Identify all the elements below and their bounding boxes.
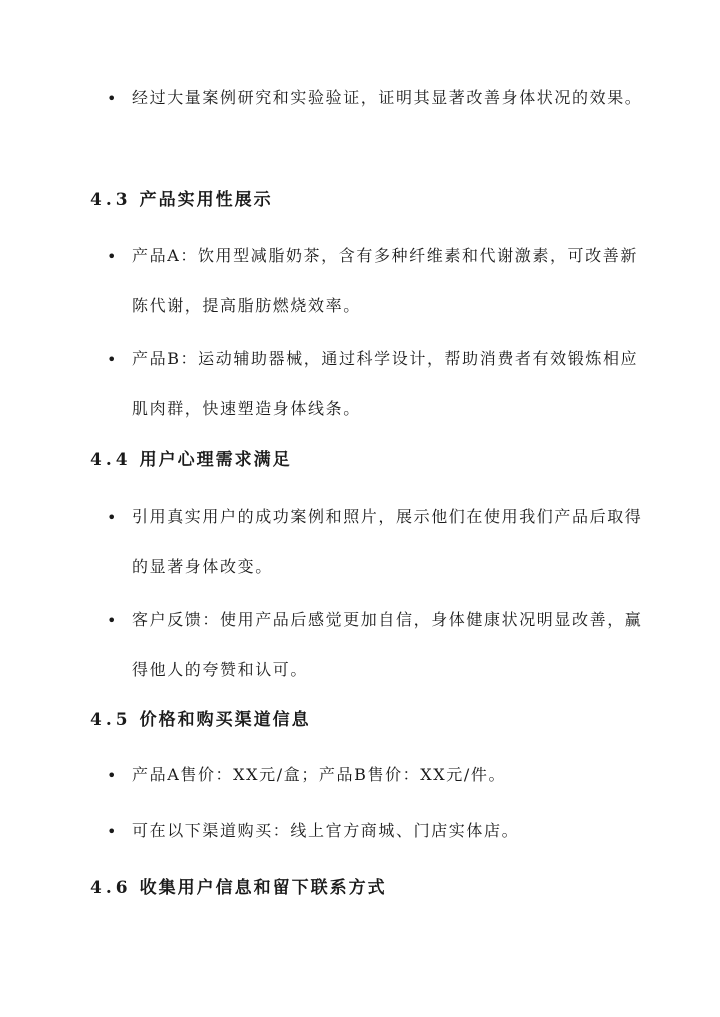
- section-number: 4.4: [90, 450, 132, 470]
- list-item-text: 产品A：饮用型减脂奶茶，含有多种纤维素和代谢激素，可改善新陈代谢，提高脂肪燃烧效率。: [132, 246, 638, 315]
- section-title: 产品实用性展示: [139, 190, 273, 210]
- section-title: 用户心理需求满足: [139, 450, 292, 470]
- list-item: [107, 231, 647, 331]
- list-item-text: 客户反馈：使用产品后感觉更加自信，身体健康状况明显改善，赢得他人的夸赞和认可。: [132, 610, 643, 679]
- section-heading-4-4: [90, 448, 292, 472]
- section-title: 价格和购买渠道信息: [139, 710, 311, 730]
- list-item-text: 引用真实用户的成功案例和照片，展示他们在使用我们产品后取得的显著身体改变。: [132, 507, 643, 576]
- bullet-icon: •: [107, 766, 117, 785]
- section-heading-4-3: [90, 188, 273, 212]
- list-item-text: 产品B：运动辅助器械，通过科学设计，帮助消费者有效锻炼相应肌肉群，快速塑造身体线条。: [132, 349, 639, 418]
- section-heading-4-5: [90, 708, 311, 732]
- section-number: 4.6: [90, 878, 132, 898]
- bullet-icon: •: [107, 89, 117, 108]
- list-item-text: 产品A售价：XX元/盒；产品B售价：XX元/件。: [132, 765, 507, 784]
- section-heading-4-6: [90, 876, 387, 900]
- section-number: 4.5: [90, 710, 132, 730]
- list-item: [107, 334, 647, 434]
- bullet-icon: •: [107, 350, 117, 369]
- section-number: 4.3: [90, 190, 132, 210]
- bullet-icon: •: [107, 508, 117, 527]
- bullet-icon: •: [107, 247, 117, 266]
- list-item-text: 可在以下渠道购买：线上官方商城、门店实体店。: [132, 821, 520, 840]
- list-item: [107, 750, 647, 800]
- section-title: 收集用户信息和留下联系方式: [139, 878, 387, 898]
- bullet-icon: •: [107, 611, 117, 630]
- list-item: [107, 806, 647, 856]
- list-item: [107, 492, 647, 592]
- list-item-text: 经过大量案例研究和实验验证，证明其显著改善身体状况的效果。: [132, 88, 643, 107]
- list-item: [107, 595, 647, 695]
- list-item: [107, 73, 647, 123]
- bullet-icon: •: [107, 822, 117, 841]
